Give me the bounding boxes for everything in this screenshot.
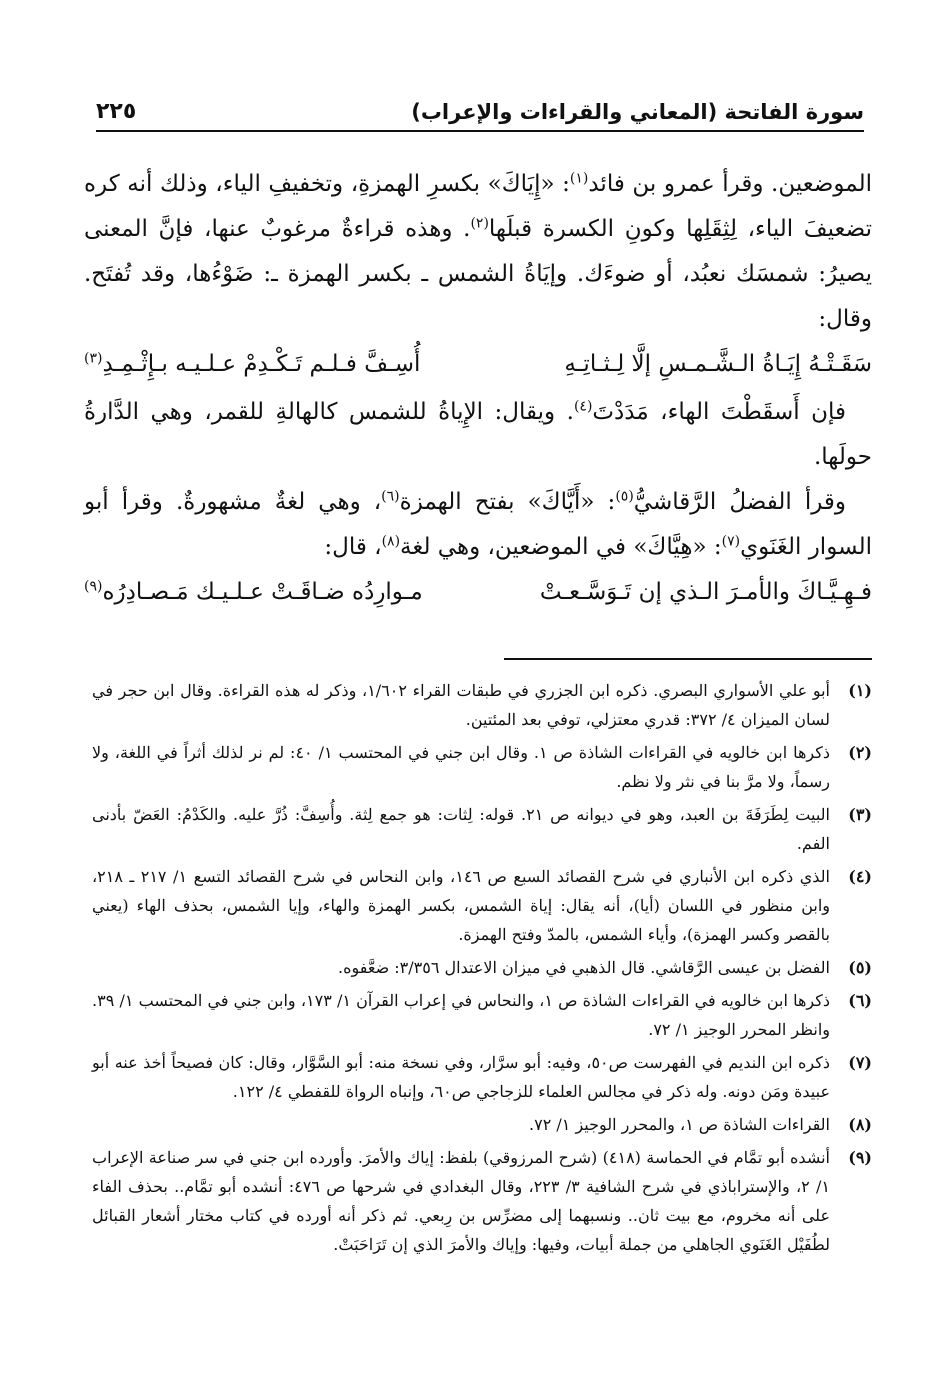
footnote-text: القراءات الشاذة ص ١، والمحرر الوجيز ١/ ٧٢. (529, 1115, 830, 1134)
footnote-number: (٦) (848, 991, 872, 1010)
verse-2-second-text: مـوارِدُه ضـاقَـتْ عـلـيـك مَـصـادِرُه (102, 579, 423, 605)
footnote-text: ذكرها ابن خالويه في القراءات الشاذة ص ١. وقال ابن جني في المحتسب ١/ ٤٠: لم نر لذلك أثراً في اللغة، ولا رسماً، ولا مرَّ بنا في نثر ولا نظم. (92, 743, 830, 791)
footnote-marker: (٢) (470, 215, 489, 232)
footnote-number: (٨) (848, 1115, 872, 1134)
text-run: ، قال: (324, 534, 382, 560)
verse-1-first-hemistich: سَقَـتْـهُ إِيَـاةُ الـشَّـمـسِ إلَّا لِـثـاتِـهِ (564, 351, 872, 377)
footnote (92, 738, 872, 796)
footnote-number: (٣) (848, 805, 872, 824)
text-run: : «إِيَاكَ» بكسرِ الهمزةِ، وتخفيفِ الياء، وذلك أنه كره تضعيفَ الياء، لِثِقَلِها وكونِ الكسرة قبلَها (84, 171, 872, 242)
text-run: الموضعين. وقرأ عمرو بن فائد (588, 171, 872, 197)
text-run: وقرأ الفضلُ الرَّقاشيُّ (633, 489, 846, 515)
footnote-text: أنشده أبو تمَّام في الحماسة (٤١٨) (شرح المرزوقي) بلفظ: إياك والأمرَ. وأورده ابن جني في سر صناعة الإعراب ١/ ٢، والإستراباذي في شرح الشافية ٣/ ٢٢٣، وقال البغدادي في شرحها ص ٤٧٦: أنشده أبو تمَّام.. بحذف الفاء على أنه مخروم، مع بيت ثان.. ونسبهما إلى مضرِّس بن رِبعي. ثم ذكر أنه أورده في كتاب مختار أشعار القبائل لطُفَيْل الغَنَوي الجاهلي من جملة أبيات، وفيها: وإياك والأمرَ الذي إن تَرَاحَبَتْ. (92, 1148, 831, 1254)
footnote-text: ذكره ابن النديم في الفهرست ص٥٠، وفيه: أبو سرَّار، وفي نسخة منه: أبو السَّوَّار، وقال: كان فصيحاً أخذ عنه أبو عبيدة ومَن دونه. وله ذكر في مجالس العلماء للزجاجي ص٦٠، وإنباه الرواة للقفطي ٤/ ١٢٢. (92, 1053, 831, 1101)
verse-1-second-text: أُسِـفَّ فـلـم تَـكْـدِمْ عـلـيـه بـإِثْـمِـدِ (102, 351, 421, 377)
text-run: : «أَيَّاكَ» بفتح الهمزة (399, 489, 616, 515)
footnote (92, 1143, 872, 1259)
text-run: : «هِيَّاكَ» في الموضعين، وهي لغة (400, 534, 722, 560)
footnote-marker: (٩) (84, 578, 103, 595)
chapter-title: سورة الفاتحة (المعاني والقراءات والإعراب) (411, 100, 864, 124)
footnote-number: (٥) (848, 958, 872, 977)
footnote-number: (٧) (848, 1053, 872, 1072)
paragraph-2 (84, 390, 872, 480)
footnote (92, 953, 872, 982)
footnote-text: أبو علي الأسواري البصري. ذكره ابن الجزري في طبقات القراء ١/٦٠٢، وذكر له هذه القراءة. وقال ابن حجر في لسان الميزان ٤/ ٣٧٢: قدري معتزلي، توفي بعد المئتين. (92, 681, 831, 729)
text-run: ، وهي لغةٌ مشهورةٌ. وقرأ أبو السوار الغَنَوي (84, 489, 872, 560)
footnote-marker: (٨) (381, 533, 401, 550)
footnote-marker: (٣) (84, 350, 103, 367)
paragraph-3 (84, 480, 872, 570)
footnote-number: (١) (848, 681, 872, 700)
footnote-divider (504, 658, 872, 660)
footnotes-section (92, 676, 872, 1263)
footnote-marker: (٤) (573, 398, 593, 415)
footnote-text: ذكرها ابن خالويه في القراءات الشاذة ص ١، والنحاس في إعراب القرآن ١/ ١٧٣، وابن جني في المحتسب ١/ ٣٩. وانظر المحرر الوجيز ١/ ٧٢. (92, 991, 830, 1039)
footnote (92, 1110, 872, 1139)
footnote-marker: (٥) (615, 488, 634, 505)
main-text (84, 162, 872, 618)
verse-2 (84, 570, 872, 618)
footnote-text: البيت لِطَرَفَةَ بن العبد، وهو في ديوانه ص ٢١. قوله: لِثات: هو جمع لِثة. وأُسِفَّ: ذُرَّ عليه. والكَدْمُ: العَضّ بأدنى الفم. (92, 805, 830, 853)
text-run: . وهذه قراءةٌ مرغوبٌ عنها، فإنَّ المعنى يصيرُ: شمسَك نعبُد، أو ضوءَك. وإيَاةُ الشمس ـ بكسر الهمزة ـ: ضَوْءُها، وقد تُفتَح. وقال: (84, 216, 872, 332)
footnote-text: الفضل بن عيسى الرَّقاشي. قال الذهبي في ميزان الاعتدال ٣/٣٥٦: ضعَّفوه. (338, 958, 830, 977)
footnote-number: (٩) (848, 1148, 872, 1167)
verse-2-first-hemistich: فـهِـيَّـاكَ والأمـرَ الـذي إن تَـوَسَّـعـتْ (539, 579, 872, 605)
footnote (92, 862, 872, 949)
verse-1-second-hemistich (84, 342, 420, 387)
footnote (92, 676, 872, 734)
running-header (96, 92, 864, 132)
footnote (92, 986, 872, 1044)
footnote-marker: (١) (569, 170, 589, 187)
verse-1 (84, 342, 872, 390)
text-run: فإن أَسقَطْتَ الهاء، مَدَدْتَ (592, 399, 846, 425)
text-run: . ويقال: الإِياةُ للشمس كالهالةِ للقمر، وهي الدَّارةُ حولَها. (84, 399, 872, 470)
footnote (92, 1048, 872, 1106)
footnote-number: (٢) (848, 743, 872, 762)
footnote-marker: (٦) (381, 488, 400, 505)
footnote-marker: (٧) (721, 533, 741, 550)
footnote (92, 800, 872, 858)
verse-2-second-hemistich (84, 570, 423, 615)
footnote-text: الذي ذكره ابن الأنباري في شرح القصائد السبع ص ١٤٦، وابن النحاس في شرح القصائد التسع ١/ ٢١٧ ـ ٢١٨، وابن منظور في اللسان (أيا)، أنه يقال: إياة الشمس، بكسر الهمزة والهاء، وإيا الشمس، بحذف الهاء (يعني بالقصر وكسر الهمزة)، وأياء الشمس، بالمدّ وفتح الهمزة. (92, 867, 830, 944)
page-number: ٢٢٥ (96, 99, 137, 124)
paragraph-1 (84, 162, 872, 342)
footnote-number: (٤) (848, 867, 872, 886)
